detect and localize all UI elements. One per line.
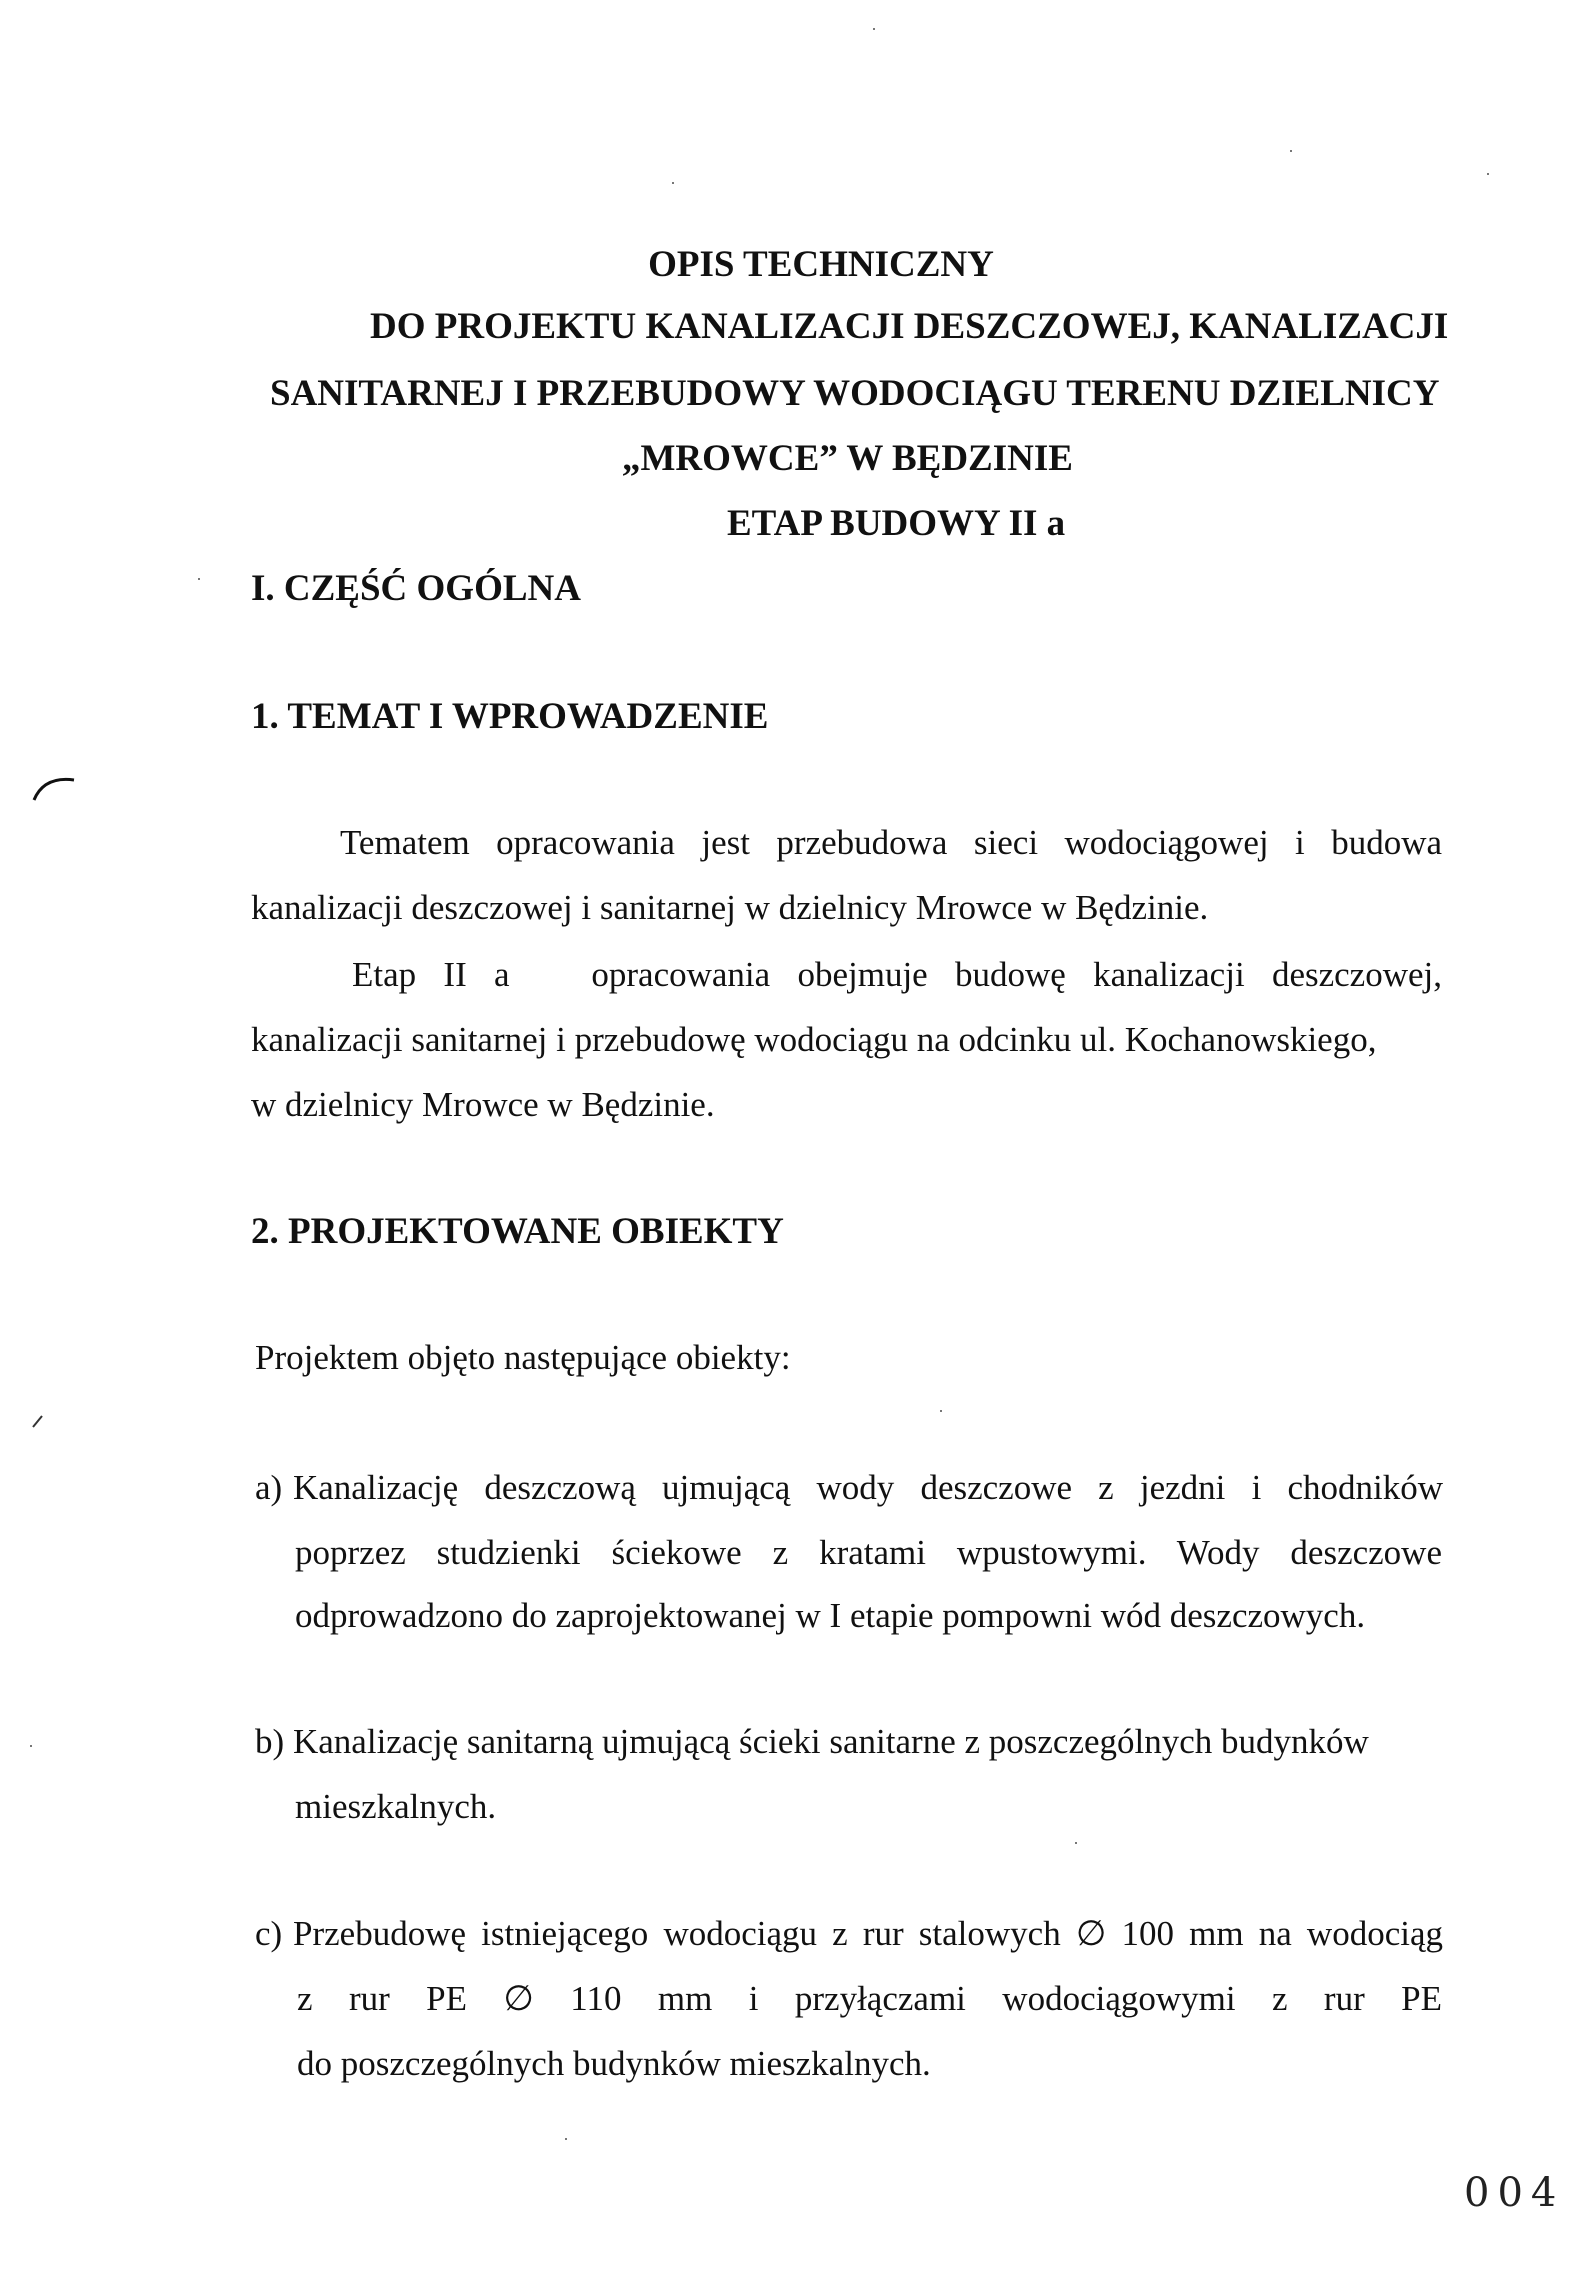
document-subtitle-line-3: „MROWCE” W BĘDZINIE [622, 438, 1073, 479]
list-item-a-line-1: Kanalizację deszczową ujmującą wody deszczowe z jezdni i chodników [293, 1468, 1443, 1507]
scan-mark-tick [30, 1410, 50, 1430]
scan-speck [672, 182, 674, 184]
list-item-a-marker: a) [255, 1468, 283, 1507]
page-number-stamp: 004 [1464, 2170, 1565, 2216]
scan-speck [940, 1410, 942, 1412]
section-1-heading: 1. TEMAT I WPROWADZENIE [251, 696, 769, 737]
scan-speck [1487, 173, 1489, 175]
list-item-a-line-2: poprzez studzienki ściekowe z kratami wpustowymi. Wody deszczowe [295, 1533, 1442, 1572]
list-item-c-marker: c) [255, 1914, 283, 1953]
scan-speck [1290, 150, 1292, 152]
document-stage: ETAP BUDOWY II a [727, 503, 1066, 544]
list-item-b-marker: b) [255, 1722, 285, 1761]
scan-speck [1075, 1842, 1077, 1844]
list-item-a-line-3: odprowadzono do zaprojektowanej w I etapie pompowni wód deszczowych. [295, 1596, 1366, 1635]
scan-speck [873, 28, 875, 30]
section-1-paragraph-2-line-3: w dzielnicy Mrowce w Będzinie. [251, 1085, 715, 1124]
list-item-c-line-3: do poszczególnych budynków mieszkalnych. [297, 2044, 931, 2083]
section-1-paragraph-1-line-1: Tematem opracowania jest przebudowa sieci wodociągowej i budowa [340, 823, 1442, 862]
scan-speck [30, 1745, 32, 1747]
list-item-b-line-1: Kanalizację sanitarną ujmującą ścieki sanitarne z poszczególnych budynków [293, 1722, 1369, 1761]
scan-mark-curve [30, 770, 80, 810]
scan-speck [198, 578, 200, 580]
section-1-paragraph-2-line-1: Etap II a opracowania obejmuje budowę kanalizacji deszczowej, [352, 955, 1442, 994]
list-item-b-line-2: mieszkalnych. [295, 1787, 497, 1826]
document-title: OPIS TECHNICZNY [648, 244, 994, 285]
list-item-c-line-1: Przebudowę istniejącego wodociągu z rur stalowych ∅ 100 mm na wodociąg [293, 1914, 1443, 1953]
part-heading: I. CZĘŚĆ OGÓLNA [251, 568, 581, 609]
section-2-intro: Projektem objęto następujące obiekty: [255, 1338, 791, 1377]
document-subtitle-line-1: DO PROJEKTU KANALIZACJI DESZCZOWEJ, KANALIZACJI [370, 306, 1449, 347]
section-2-heading: 2. PROJEKTOWANE OBIEKTY [251, 1211, 784, 1252]
document-subtitle-line-2: SANITARNEJ I PRZEBUDOWY WODOCIĄGU TERENU DZIELNICY [270, 373, 1440, 414]
section-1-paragraph-2-line-2: kanalizacji sanitarnej i przebudowę wodociągu na odcinku ul. Kochanowskiego, [251, 1020, 1377, 1059]
list-item-c-line-2: z rur PE ∅ 110 mm i przyłączami wodociągowymi z rur PE [297, 1979, 1442, 2018]
section-1-paragraph-1-line-2: kanalizacji deszczowej i sanitarnej w dzielnicy Mrowce w Będzinie. [251, 888, 1209, 927]
scan-speck [565, 2138, 567, 2140]
